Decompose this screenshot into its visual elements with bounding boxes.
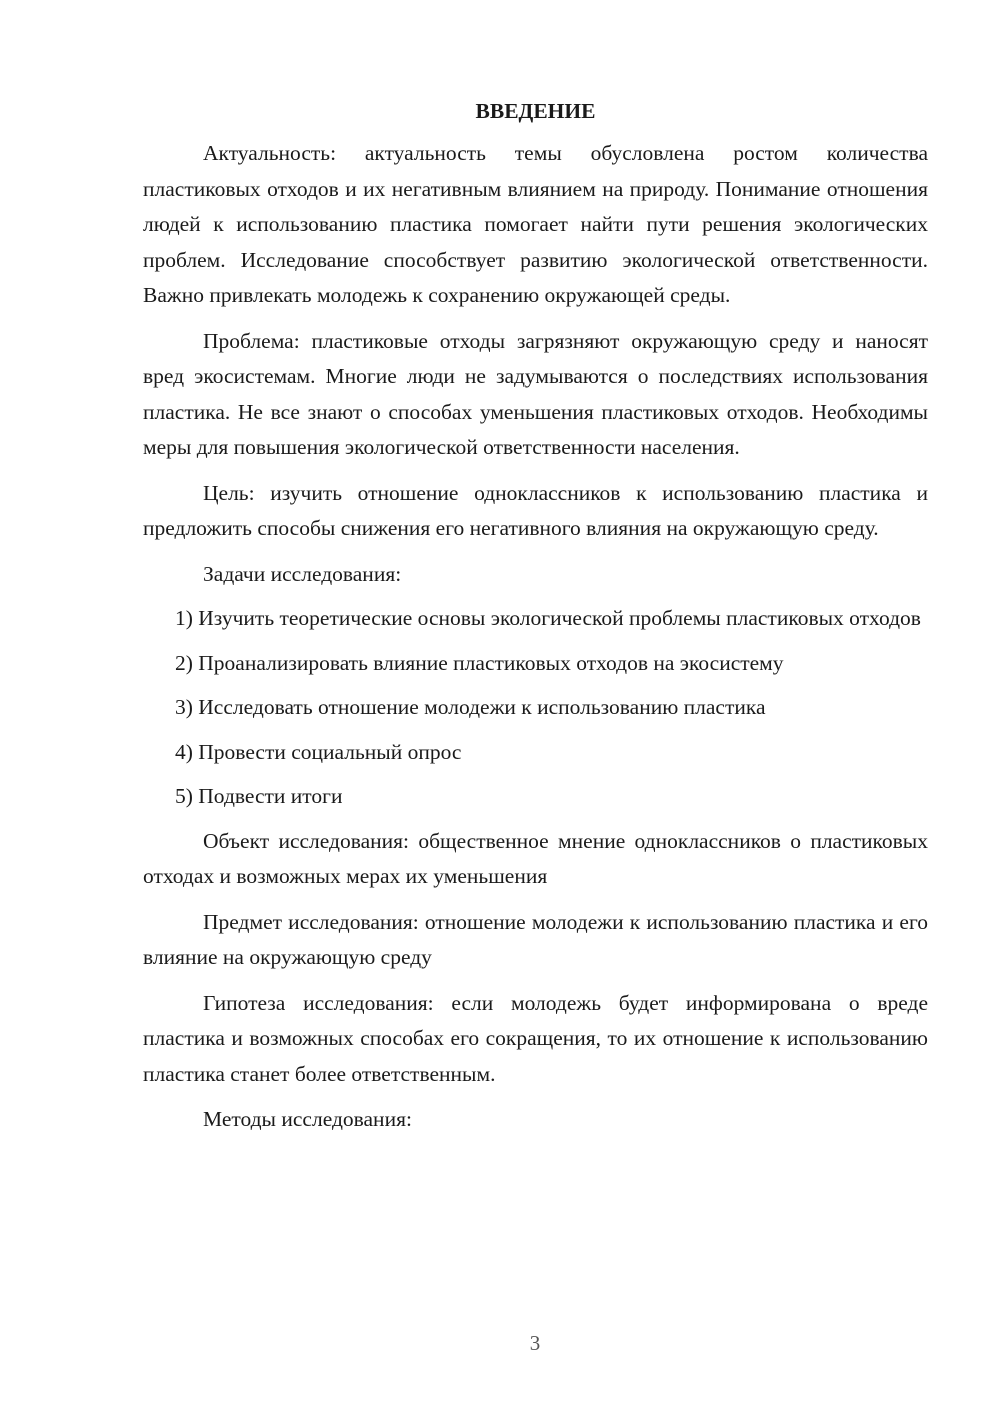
paragraph-goal: Цель: изучить отношение одноклассников к использованию пластика и предложить способы снижения его негативного влияния на окружающую среду. <box>143 480 928 540</box>
paragraph-relevance: Актуальность: актуальность темы обусловлена ростом количества пластиковых отходов и их негативным влиянием на природу. Понимание отношения людей к использованию пластика помогает найти пути решения экологических проблем. Исследование способствует развитию экологической ответственности. Важно привлекать молодежь к сохранению окружающей среды. <box>143 141 928 307</box>
paragraph-subject: Предмет исследования: отношение молодежи к использованию пластика и его влияние на окружающую среду <box>143 909 928 969</box>
document-page <box>143 96 928 1148</box>
task-item: 1) Изучить теоретические основы экологической проблемы пластиковых отходов <box>175 606 921 630</box>
paragraph-object: Объект исследования: общественное мнение одноклассников о пластиковых отходах и возможных мерах их уменьшения <box>143 828 928 888</box>
paragraph-problem: Проблема: пластиковые отходы загрязняют окружающую среду и наносят вред экосистемам. Многие люди не задумываются о последствиях использования пластика. Не все знают о способах уменьшения пластиковых отходов. Необходимы меры для повышения экологической ответственности населения. <box>143 328 928 459</box>
paragraph-methods: Методы исследования: <box>203 1107 412 1131</box>
task-item: 5) Подвести итоги <box>175 784 343 808</box>
page-number: 3 <box>529 1331 541 1355</box>
task-item: 4) Провести социальный опрос <box>175 739 462 764</box>
task-item: 3) Исследовать отношение молодежи к использованию пластика <box>175 695 766 719</box>
tasks-heading: Задачи исследования: <box>203 561 402 586</box>
paragraph-hypothesis: Гипотеза исследования: если молодежь будет информирована о вреде пластика и возможных способах его сокращения, то их отношение к использованию пластика станет более ответственным. <box>143 990 928 1086</box>
document-title: ВВЕДЕНИЕ <box>475 99 596 123</box>
task-item: 2) Проанализировать влияние пластиковых отходов на экосистему <box>175 650 784 675</box>
